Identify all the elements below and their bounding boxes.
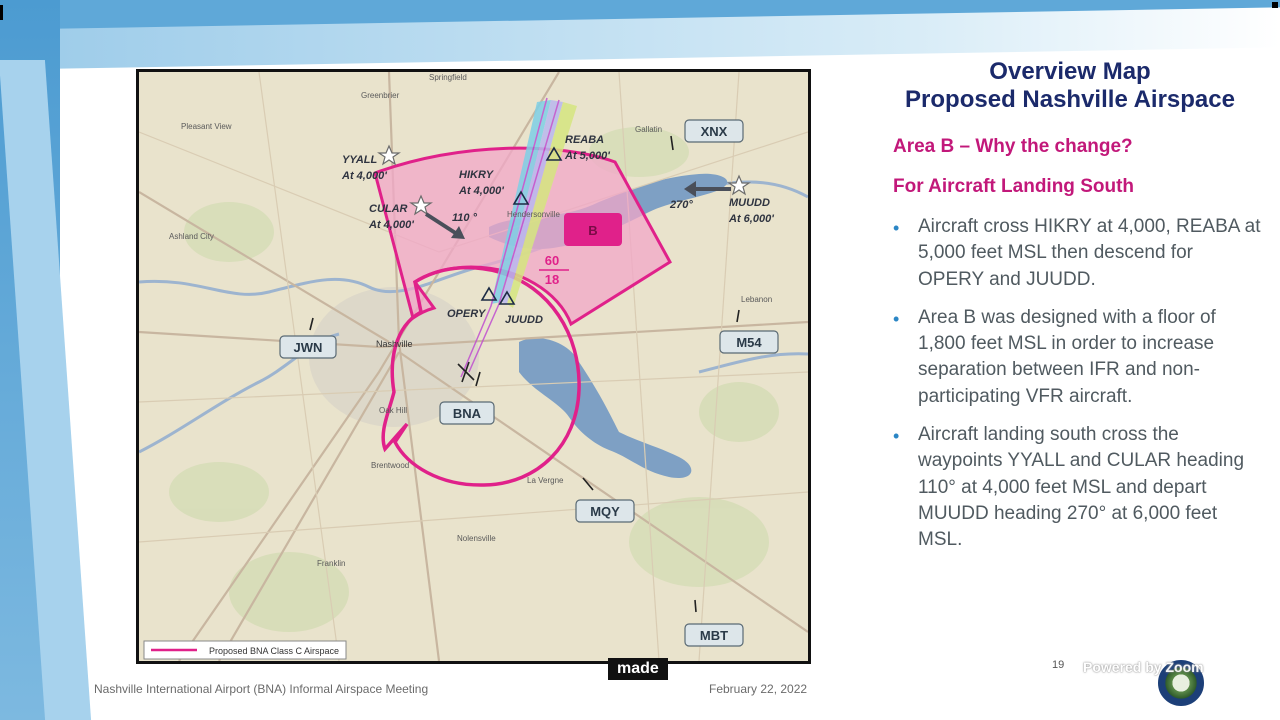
overview-map	[136, 69, 811, 664]
slide-title-line1: Overview Map	[989, 58, 1151, 85]
opery-label: OPERY	[447, 308, 486, 320]
bullet-item	[893, 214, 1263, 293]
airport-jwn: JWN	[293, 340, 323, 355]
place-hendersonville: Hendersonville	[507, 210, 560, 219]
bullet-item	[893, 305, 1263, 410]
yyall-label: YYALL	[342, 154, 378, 166]
place-greenbrier: Greenbrier	[361, 91, 400, 100]
airport-mbt: MBT	[699, 628, 729, 643]
bullet-text: Area B was designed with a floor of 1,800 feet MSL in order to increase separation between IFR and non-participating VFR aircraft.	[918, 306, 1216, 407]
hikry-altitude: At 4,000'	[459, 185, 504, 197]
heading-110-label: 110 °	[452, 212, 477, 224]
place-springfield: Springfield	[429, 73, 467, 82]
hikry-label: HIKRY	[459, 169, 494, 181]
place-gallatin: Gallatin	[635, 125, 663, 134]
subhead-area-b: Area B – Why the change?	[893, 136, 1133, 157]
muudd-altitude: At 6,000'	[729, 213, 774, 225]
map-canvas	[139, 72, 808, 661]
altitude-ceiling: 60	[544, 253, 560, 268]
slide-title	[860, 58, 1280, 114]
legend-text: Proposed BNA Class C Airspace	[209, 646, 340, 656]
caption-overlay: made	[608, 658, 668, 680]
bullet-list	[893, 214, 1263, 566]
place-lebanon: Lebanon	[741, 295, 773, 304]
airport-bna: BNA	[452, 406, 482, 421]
juudd-label: JUUDD	[505, 314, 543, 326]
cular-altitude: At 4,000'	[369, 219, 414, 231]
airport-xnx: XNX	[700, 124, 728, 139]
bullet-item	[893, 422, 1263, 553]
bullet-dot: •	[893, 308, 900, 329]
subhead-landing-south: For Aircraft Landing South	[893, 176, 1135, 197]
place-nashville: Nashville	[376, 339, 413, 349]
map-legend	[144, 641, 346, 659]
corner-mark-right	[1272, 2, 1278, 8]
place-pleasant-view: Pleasant View	[181, 122, 232, 131]
place-oak-hill: Oak Hill	[379, 406, 408, 415]
area-b-label: B	[588, 223, 598, 238]
yyall-altitude: At 4,000'	[342, 170, 387, 182]
page-number: 19	[1052, 659, 1065, 671]
reaba-altitude: At 5,000'	[565, 150, 610, 162]
footer-meeting: Nashville International Airport (BNA) Informal Airspace Meeting	[94, 682, 429, 696]
airport-m54: M54	[736, 335, 762, 350]
bullet-text: Aircraft cross HIKRY at 4,000, REABA at 5,000 feet MSL then descend for OPERY and JUUDD.	[918, 216, 1261, 290]
footer-date: February 22, 2022	[709, 682, 808, 696]
altitude-floor: 18	[544, 272, 560, 287]
bullet-dot: •	[893, 426, 900, 447]
place-brentwood: Brentwood	[371, 461, 410, 470]
zoom-watermark: Powered by Zoom	[1083, 659, 1204, 675]
bullet-text: Aircraft landing south cross the waypoints YYALL and CULAR heading 110° at 4,000 feet MSL and depart MUUDD heading 270° at 6,000 feet MSL.	[918, 424, 1245, 551]
slide-title-line2: Proposed Nashville Airspace	[905, 86, 1235, 113]
heading-270-label: 270°	[670, 199, 693, 211]
bullet-dot: •	[893, 218, 900, 238]
place-franklin: Franklin	[317, 559, 346, 568]
place-ashland-city: Ashland City	[169, 232, 214, 241]
airport-mqy: MQY	[590, 504, 620, 519]
cular-label: CULAR	[369, 203, 408, 215]
muudd-label: MUUDD	[729, 197, 770, 209]
reaba-label: REABA	[565, 134, 605, 146]
place-la-vergne: La Vergne	[527, 476, 564, 485]
corner-mark	[0, 5, 3, 20]
place-nolensville: Nolensville	[457, 534, 496, 543]
